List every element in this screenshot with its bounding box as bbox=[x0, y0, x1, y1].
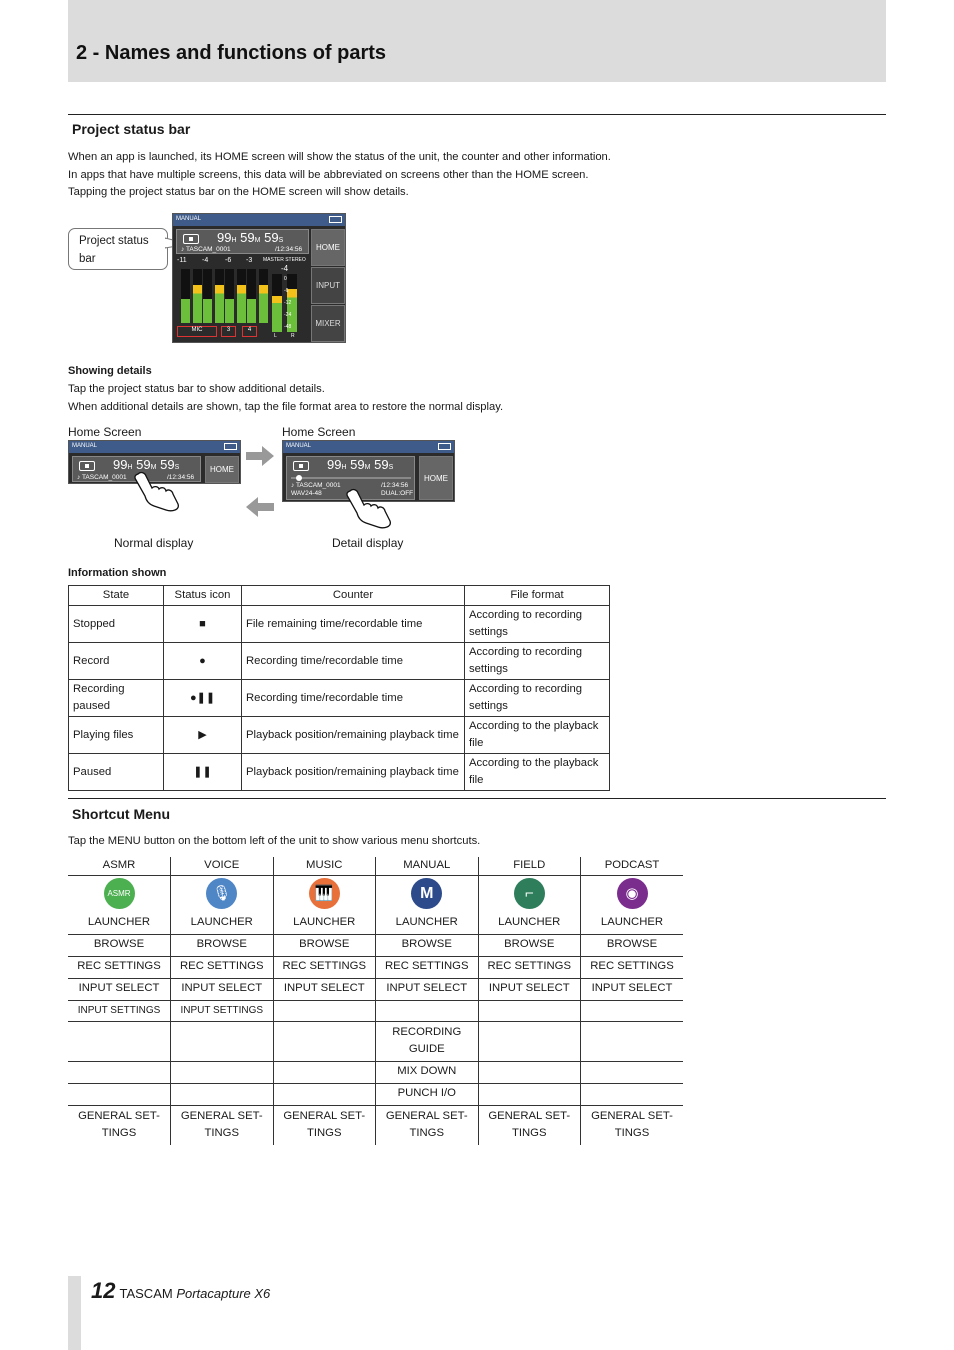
counter-cell: Playback position/remaining playback time bbox=[242, 717, 465, 754]
detail-display-caption: Detail display bbox=[332, 536, 404, 550]
shortcut-item[interactable]: LAUNCHER bbox=[171, 912, 274, 934]
shortcut-row bbox=[68, 1061, 683, 1083]
shortcut-item[interactable]: INPUT SETTINGS bbox=[77, 1004, 161, 1016]
shortcut-row bbox=[68, 1083, 683, 1105]
piano-icon[interactable]: 🎹 bbox=[309, 878, 340, 909]
column-music: MUSIC bbox=[273, 857, 376, 875]
arrow-left-icon bbox=[246, 497, 274, 517]
channel-meter bbox=[237, 269, 246, 323]
table-row bbox=[69, 680, 610, 717]
showing-details-heading: Showing details bbox=[68, 365, 152, 377]
shortcut-item[interactable]: REC SETTINGS bbox=[581, 956, 684, 978]
column-header: State bbox=[69, 586, 164, 606]
shortcut-item[interactable]: INPUT SETTINGS bbox=[171, 1000, 274, 1021]
shortcut-item[interactable]: REC SETTINGS bbox=[77, 960, 161, 973]
asmr-icon[interactable]: ASMR bbox=[104, 878, 135, 909]
shortcut-item bbox=[171, 1021, 274, 1061]
page-footer bbox=[91, 1278, 270, 1304]
channel-meter bbox=[181, 269, 190, 323]
shortcut-item[interactable]: INPUT SELECT bbox=[273, 978, 376, 1000]
page-number: 12 bbox=[91, 1278, 116, 1303]
intro-line-2: In apps that have multiple screens, this data will be abbreviated on screens other than the HOME screen. bbox=[68, 168, 589, 181]
arrow-right-icon bbox=[246, 446, 274, 466]
right-channel-label: R bbox=[291, 333, 295, 339]
column-podcast: PODCAST bbox=[581, 857, 684, 875]
column-manual: MANUAL bbox=[376, 857, 479, 875]
pause-icon: ❚❚ bbox=[164, 754, 242, 791]
shortcut-item bbox=[68, 1061, 171, 1083]
meter-scale-label: -24 bbox=[284, 312, 292, 318]
shortcut-item[interactable]: LAUNCHER bbox=[581, 912, 684, 934]
home-button[interactable]: HOME bbox=[311, 229, 345, 266]
left-channel-label: L bbox=[274, 333, 277, 339]
channel-meter bbox=[193, 269, 202, 323]
table-row bbox=[69, 754, 610, 791]
shortcut-icon-cell bbox=[68, 875, 171, 912]
shortcut-icon-cell bbox=[171, 875, 274, 912]
shortcut-item[interactable]: INPUT SELECT bbox=[171, 978, 274, 1000]
details-line-2: When additional details are shown, tap the file format area to restore the normal display. bbox=[68, 400, 504, 413]
shortcut-item[interactable]: REC SETTINGS bbox=[376, 956, 479, 978]
shortcut-item[interactable]: GENERAL SET-TINGS bbox=[478, 1105, 581, 1145]
device-home-screen bbox=[172, 213, 346, 343]
project-status-callout: Project status bar bbox=[68, 228, 168, 270]
battery-icon bbox=[438, 443, 451, 450]
field-recorder-icon[interactable]: ⌐ bbox=[514, 878, 545, 909]
channel-meter bbox=[215, 269, 224, 323]
intro-line-1: When an app is launched, its HOME screen will show the status of the unit, the counter and other information. bbox=[68, 151, 611, 163]
shortcut-item bbox=[68, 1083, 171, 1105]
table-header-row bbox=[69, 586, 610, 606]
manual-m-icon[interactable]: M bbox=[411, 878, 442, 909]
master-meter bbox=[272, 274, 282, 332]
ch1-level: -11 bbox=[177, 257, 187, 264]
stop-status-icon bbox=[183, 234, 199, 244]
section-heading-project-status: Project status bar bbox=[72, 121, 191, 137]
information-table bbox=[68, 585, 610, 791]
shortcut-row bbox=[68, 912, 683, 934]
details-line-1: Tap the project status bar to show additional details. bbox=[68, 383, 325, 395]
information-heading: Information shown bbox=[68, 567, 167, 579]
record-pause-icon: ●❚❚ bbox=[164, 680, 242, 717]
format-cell: According to recording settings bbox=[465, 643, 610, 680]
shortcut-item bbox=[478, 1061, 581, 1083]
ch2-level: -4 bbox=[202, 257, 209, 264]
shortcut-item[interactable]: LAUNCHER bbox=[87, 916, 151, 928]
channel-meter bbox=[225, 269, 234, 323]
shortcut-item[interactable]: MIX DOWN bbox=[376, 1061, 479, 1083]
shortcut-item bbox=[273, 1021, 376, 1061]
shortcut-item[interactable]: INPUT SELECT bbox=[376, 978, 479, 1000]
meter-scale-label: -6 bbox=[284, 288, 289, 294]
footer-tab bbox=[68, 1276, 81, 1350]
project-status-bar[interactable] bbox=[176, 229, 309, 254]
shortcut-item bbox=[171, 1083, 274, 1105]
meter-scale-label: -12 bbox=[284, 300, 292, 306]
shortcut-row bbox=[68, 978, 683, 1000]
shortcut-item[interactable]: LAUNCHER bbox=[478, 912, 581, 934]
shortcut-paragraph: Tap the MENU button on the bottom left of the unit to show various menu shortcuts. bbox=[68, 835, 481, 847]
shortcut-item bbox=[273, 1061, 376, 1083]
tap-hand-icon bbox=[344, 487, 396, 529]
state-cell: Playing files bbox=[69, 717, 164, 754]
shortcut-item[interactable]: LAUNCHER bbox=[376, 912, 479, 934]
column-header: Counter bbox=[242, 586, 465, 606]
state-cell: Recording paused bbox=[69, 680, 164, 717]
state-cell: Stopped bbox=[69, 606, 164, 643]
shortcut-item[interactable]: BROWSE bbox=[273, 934, 376, 956]
home-screen-label-left: Home Screen bbox=[68, 425, 142, 439]
shortcut-item[interactable]: BROWSE bbox=[376, 934, 479, 956]
tap-hand-icon bbox=[132, 470, 184, 512]
intro-paragraph bbox=[68, 149, 611, 202]
ch4-tag: 4 bbox=[242, 326, 257, 337]
format-cell: According to recording settings bbox=[465, 606, 610, 643]
microphone-icon[interactable]: 🎙 bbox=[206, 878, 237, 909]
table-row bbox=[69, 643, 610, 680]
mic-channel-tag: MIC bbox=[177, 326, 217, 337]
shortcut-item[interactable]: GENERAL SET-TINGS bbox=[376, 1105, 479, 1145]
shortcut-item[interactable]: BROWSE bbox=[93, 938, 145, 951]
master-label: MASTER STEREO bbox=[263, 257, 306, 263]
elapsed-time: /12:34:56 bbox=[381, 482, 409, 489]
shortcut-row bbox=[68, 1000, 683, 1021]
column-voice: VOICE bbox=[171, 857, 274, 875]
shortcut-item bbox=[581, 1083, 684, 1105]
shortcut-item[interactable]: RECORDING GUIDE bbox=[376, 1021, 479, 1061]
battery-icon bbox=[329, 216, 342, 223]
master-level: -4 bbox=[281, 264, 289, 273]
counter-cell: Playback position/remaining playback time bbox=[242, 754, 465, 791]
channel-meter bbox=[203, 269, 212, 323]
column-header: File format bbox=[465, 586, 610, 606]
state-cell: Record bbox=[69, 643, 164, 680]
stop-icon: ■ bbox=[164, 606, 242, 643]
meter-scale-label: -48 bbox=[284, 324, 292, 330]
file-name: ♪ TASCAM_0001 bbox=[291, 482, 341, 489]
shortcut-icon-cell bbox=[376, 875, 479, 912]
stop-status-icon bbox=[79, 461, 95, 471]
battery-icon bbox=[224, 443, 237, 450]
shortcut-item bbox=[581, 1000, 684, 1021]
chapter-title: 2 - Names and functions of parts bbox=[76, 42, 387, 64]
shortcut-row bbox=[68, 1021, 683, 1061]
dual-status: DUAL:OFF bbox=[381, 490, 414, 497]
elapsed-time: /12:34:56 bbox=[275, 246, 303, 253]
section-rule bbox=[68, 798, 886, 799]
shortcut-item[interactable]: GENERAL SET-TINGS bbox=[273, 1105, 376, 1145]
shortcut-header-row bbox=[68, 857, 683, 875]
record-icon: ● bbox=[164, 643, 242, 680]
mode-bar bbox=[283, 441, 454, 453]
shortcut-item[interactable]: BROWSE bbox=[581, 934, 684, 956]
file-format[interactable]: WAV24-48 bbox=[291, 490, 322, 497]
shortcut-item bbox=[171, 1061, 274, 1083]
shortcut-item[interactable]: INPUT SELECT bbox=[78, 982, 160, 995]
column-field: FIELD bbox=[478, 857, 581, 875]
counter-cell: Recording time/recordable time bbox=[242, 680, 465, 717]
shortcut-item[interactable]: GENERAL SET-TINGS bbox=[78, 1109, 160, 1140]
shortcut-item[interactable]: LAUNCHER bbox=[273, 912, 376, 934]
table-row bbox=[69, 606, 610, 643]
shortcut-item bbox=[273, 1000, 376, 1021]
home-screen-label-right: Home Screen bbox=[282, 425, 356, 439]
shortcut-item[interactable]: GENERAL SET-TINGS bbox=[581, 1105, 684, 1145]
input-button[interactable]: INPUT bbox=[311, 267, 345, 304]
position-bar[interactable] bbox=[291, 477, 411, 479]
home-button[interactable]: HOME bbox=[205, 456, 239, 483]
format-cell: According to the playback file bbox=[465, 754, 610, 791]
shortcut-item bbox=[376, 1000, 479, 1021]
counter-cell: File remaining time/recordable time bbox=[242, 606, 465, 643]
shortcut-item[interactable]: INPUT SELECT bbox=[478, 978, 581, 1000]
shortcut-item bbox=[478, 1000, 581, 1021]
column-asmr: ASMR bbox=[102, 859, 136, 871]
mode-label: MANUAL bbox=[286, 443, 312, 449]
shortcut-item[interactable]: INPUT SELECT bbox=[581, 978, 684, 1000]
shortcut-item bbox=[273, 1083, 376, 1105]
product-name: Portacapture X6 bbox=[176, 1286, 271, 1301]
shortcut-item[interactable]: BROWSE bbox=[171, 934, 274, 956]
shortcut-item bbox=[478, 1083, 581, 1105]
channel-meter bbox=[247, 269, 256, 323]
shortcut-item[interactable]: REC SETTINGS bbox=[273, 956, 376, 978]
ch4-level: -3 bbox=[246, 257, 253, 264]
shortcut-item[interactable]: BROWSE bbox=[478, 934, 581, 956]
shortcut-icon-cell bbox=[478, 875, 581, 912]
state-cell: Paused bbox=[69, 754, 164, 791]
elapsed-time: /12:34:56 bbox=[167, 474, 195, 481]
shortcut-item bbox=[478, 1021, 581, 1061]
podcast-icon[interactable]: ◉ bbox=[617, 878, 648, 909]
shortcut-item[interactable]: REC SETTINGS bbox=[478, 956, 581, 978]
meter-scale-label: 0 bbox=[284, 276, 287, 282]
ch3-level: -6 bbox=[225, 257, 232, 264]
shortcut-item bbox=[581, 1061, 684, 1083]
counter: 99H 59M 59S bbox=[327, 457, 394, 472]
section-heading-shortcut-menu: Shortcut Menu bbox=[72, 806, 170, 822]
shortcut-item[interactable]: REC SETTINGS bbox=[171, 956, 274, 978]
shortcut-icon-cell bbox=[581, 875, 684, 912]
brand-name: TASCAM bbox=[119, 1286, 173, 1301]
shortcut-icon-row bbox=[68, 875, 683, 912]
shortcut-table bbox=[68, 857, 683, 1145]
ch3-tag: 3 bbox=[221, 326, 236, 337]
file-name: ♪ TASCAM_0001 bbox=[181, 246, 231, 253]
shortcut-row bbox=[68, 934, 683, 956]
play-icon: ▶ bbox=[164, 717, 242, 754]
format-cell: According to recording settings bbox=[465, 680, 610, 717]
mode-label: MANUAL bbox=[176, 216, 202, 222]
section-rule bbox=[68, 114, 886, 115]
file-name: ♪ TASCAM_0001 bbox=[77, 474, 127, 481]
stop-status-icon bbox=[293, 461, 309, 471]
intro-line-3: Tapping the project status bar on the HOME screen will show details. bbox=[68, 186, 409, 198]
format-cell: According to the playback file bbox=[465, 717, 610, 754]
shortcut-row bbox=[68, 1105, 683, 1145]
normal-display-caption: Normal display bbox=[114, 536, 194, 550]
counter: 99H 59M 59S bbox=[217, 230, 284, 245]
shortcut-row bbox=[68, 956, 683, 978]
table-row bbox=[69, 717, 610, 754]
shortcut-item[interactable]: PUNCH I/O bbox=[376, 1083, 479, 1105]
mixer-button[interactable]: MIXER bbox=[311, 305, 345, 342]
column-header: Status icon bbox=[164, 586, 242, 606]
shortcut-item[interactable]: GENERAL SET-TINGS bbox=[171, 1105, 274, 1145]
counter-cell: Recording time/recordable time bbox=[242, 643, 465, 680]
chapter-header bbox=[68, 0, 886, 82]
shortcut-icon-cell bbox=[273, 875, 376, 912]
shortcut-item bbox=[581, 1021, 684, 1061]
channel-meter bbox=[259, 269, 268, 323]
shortcut-item bbox=[68, 1021, 171, 1061]
home-button[interactable]: HOME bbox=[419, 456, 453, 500]
mode-label: MANUAL bbox=[72, 443, 98, 449]
mode-bar bbox=[173, 214, 345, 226]
counter: 99H 59M 59S bbox=[113, 457, 180, 472]
showing-details-paragraph bbox=[68, 381, 503, 416]
mode-bar bbox=[69, 441, 240, 453]
